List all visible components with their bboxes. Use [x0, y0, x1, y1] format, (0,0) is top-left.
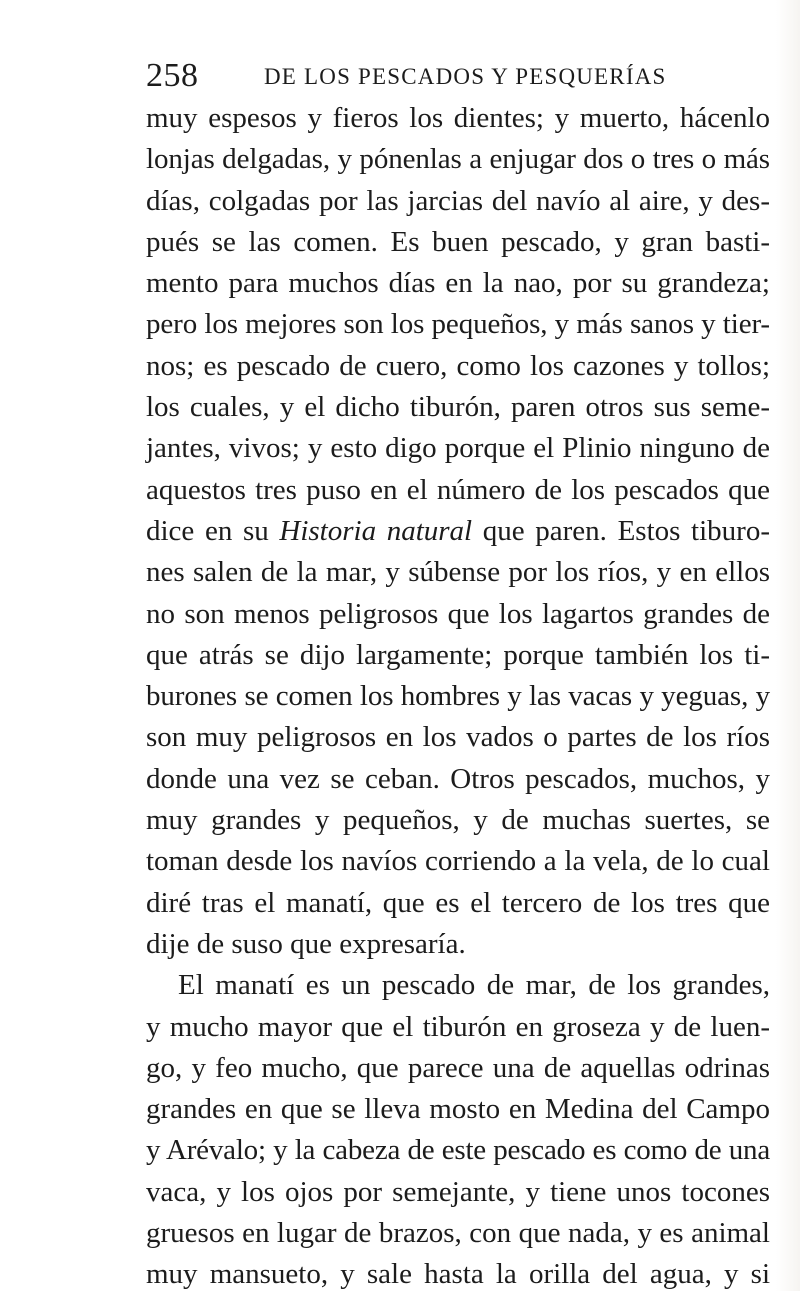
text-line: go, y feo mucho, que parece una de aquellas odrinas — [146, 1051, 770, 1084]
text-line: muy mansueto, y sale hasta la orilla del agua, y si — [146, 1258, 770, 1291]
running-title: DE LOS PESCADOS Y PESQUERÍAS — [264, 64, 667, 89]
text-line: gruesos en lugar de brazos, con que nada, y es animal — [146, 1217, 770, 1250]
text-line: que atrás se dijo largamente; porque también los ti- — [146, 638, 770, 671]
text-line: los cuales, y el dicho tiburón, paren otros sus seme- — [146, 391, 770, 424]
text-segment: que paren. Estos tiburo- — [472, 514, 770, 547]
text-segment: dice en su — [146, 514, 280, 547]
text-line: mento para muchos días en la nao, por su grandeza; — [146, 267, 770, 300]
text-line: toman desde los navíos corriendo a la vela, de lo cual — [146, 845, 770, 878]
text-line: vaca, y los ojos por semejante, y tiene unos tocones — [146, 1175, 770, 1208]
text-line-with-book-title — [146, 511, 770, 552]
text-line: y Arévalo; y la cabeza de este pescado es como de una — [146, 1134, 770, 1167]
paragraph-start-line: El manatí es un pescado de mar, de los grandes, — [178, 969, 770, 1002]
text-line: muy grandes y pequeños, y de muchas suertes, se — [146, 804, 770, 837]
text-line: nes salen de la mar, y súbense por los ríos, y en ellos — [146, 556, 770, 589]
text-line: diré tras el manatí, que es el tercero de los tres que — [146, 886, 770, 919]
text-line: donde una vez se ceban. Otros pescados, muchos, y — [146, 762, 770, 795]
text-line: días, colgadas por las jarcias del navío al aire, y des- — [146, 184, 770, 217]
text-line: pero los mejores son los pequeños, y más sanos y tier- — [146, 308, 770, 341]
text-line: jantes, vivos; y esto digo porque el Plinio ninguno de — [146, 432, 770, 465]
paragraph-end-line: dije de suso que expresaría. — [146, 927, 466, 960]
text-line: son muy peligrosos en los vados o partes de los ríos — [146, 721, 770, 754]
text-line: grandes en que se lleva mosto en Medina del Campo — [146, 1093, 770, 1126]
text-line: nos; es pescado de cuero, como los cazones y tollos; — [146, 349, 770, 382]
text-line: lonjas delgadas, y pónenlas a enjugar dos o tres o más — [146, 143, 770, 176]
text-line: pués se las comen. Es buen pescado, y gran basti- — [146, 225, 770, 258]
text-line: y mucho mayor que el tiburón en groseza y de luen- — [146, 1010, 770, 1043]
text-line: muy espesos y fieros los dientes; y muerto, hácenlo — [146, 102, 770, 134]
body-text — [146, 98, 770, 1296]
page-number: 258 — [146, 57, 199, 94]
book-title-italic: Historia natural — [279, 514, 473, 547]
text-line: burones se comen los hombres y las vacas y yeguas, y — [146, 680, 770, 713]
text-line: aquestos tres puso en el número de los pescados que — [146, 473, 770, 506]
text-line: no son menos peligrosos que los lagartos grandes de — [146, 597, 770, 630]
running-head — [146, 56, 770, 96]
